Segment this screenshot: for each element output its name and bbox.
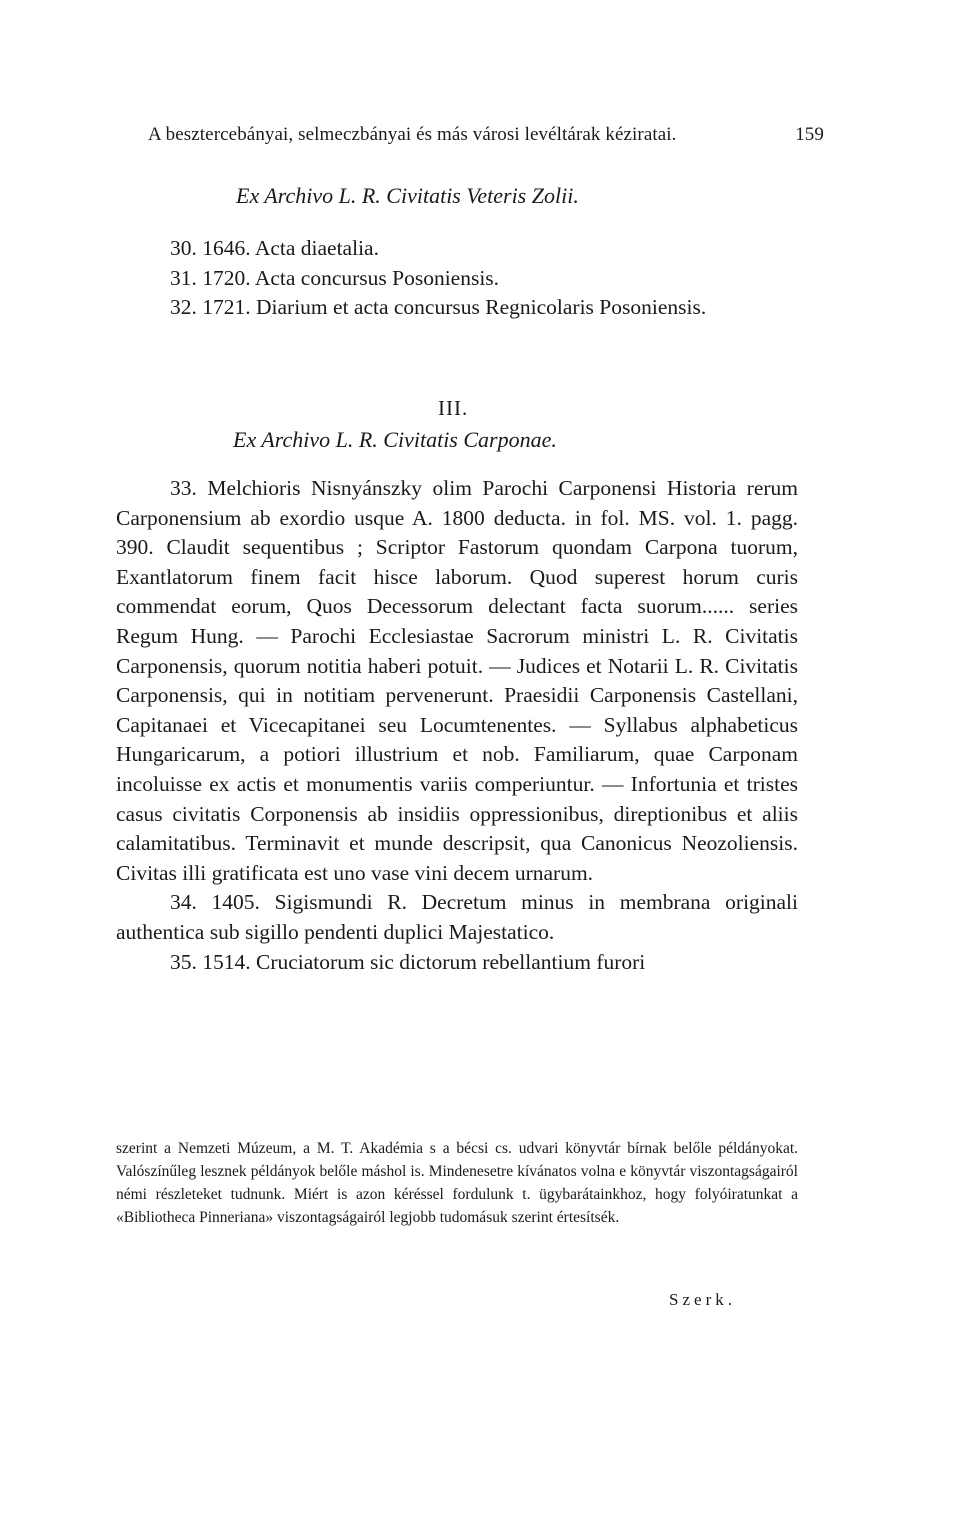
running-head [148,124,824,146]
footnote [116,1137,798,1229]
entry-30: 30. 1646. Acta diaetalia. [170,236,379,260]
footnote-signature: Szerk. [669,1290,736,1309]
entry-31: 31. 1720. Acta concursus Posoniensis. [170,265,500,290]
section-heading-zolii: Ex Archivo L. R. Civitatis Veteris Zolii. [236,183,579,208]
section-zolii-entries [116,234,798,323]
footnote-text: szerint a Nemzeti Múzeum, a M. T. Akadémia s a bécsi cs. udvari könyvtár bírnak belőle példányokat. Valószínűleg lesznek példányok belőle máshol is. Mindenesetre kívánatos volna e könyvtár viszontagságairól némi részleteket tudnunk. Miért is azon kéréssel fordulunk t. ügybarátainkhoz, hogy folyóiratunkat a «Bibliotheca Pinneriana» viszontagságairól legjobb tudomásuk szerint értesítsék. [116,1140,798,1226]
page-number: 159 [795,124,824,145]
section-numeral: III. [438,396,469,420]
entry-32: 32. 1721. Diarium et acta concursus Regnicolaris Posoniensis. [170,295,707,320]
entry-35: 35. 1514. Cruciatorum sic dictorum rebellantium furori [170,949,646,974]
running-head-title: A besztercebányai, selmeczbányai és más városi levéltárak kéziratai. [148,124,677,145]
section-heading-carponae: Ex Archivo L. R. Civitatis Carponae. [233,427,557,452]
entry-33: 33. Melchioris Nisnyánszky olim Parochi Carponensi Historia rerum Carponensium ab exordio usque A. 1800 deducta. in fol. MS. vol. 1. pagg. 390. Claudit sequentibus ; Scriptor Fastorum quondam Carpona tuorum, Exantlatorum finem facit hisce laborum. Quod superest horum curis commendat eorum, Quos Decessorum delectant facta suorum...... series Regum Hung. — Parochi Ecclesiastae Sacrorum ministri L. R. Civitatis Carponensis, quorum notitia haberi potuit. — Judices et Notarii L. R. Civitatis Carponensis, qui in notitiam pervenerunt. Praesidii Carponensis Castellani, Capitanaei et Vicecapitanei seu Locumtenentes. — Syllabus alphabeticus Hungaricarum, a potiori illustrium et nob. Familiarum, quae Carponam incoluisse ex actis et monumentis variis comperiuntur. — Infortunia et tristes casus civitatis Corponensis ab insidiis oppressionibus, direptionibus et aliis calamitatibus. Terminavit et munde descripsit, qua Canonicus Neozoliensis. Civitas illi gratificata est uno vase vini decem urnarum. [116,476,798,885]
section-carponae-entries [116,474,798,977]
entry-34: 34. 1405. Sigismundi R. Decretum minus in membrana originali authentica sub sigillo pendenti duplici Majestatico. [116,890,798,944]
